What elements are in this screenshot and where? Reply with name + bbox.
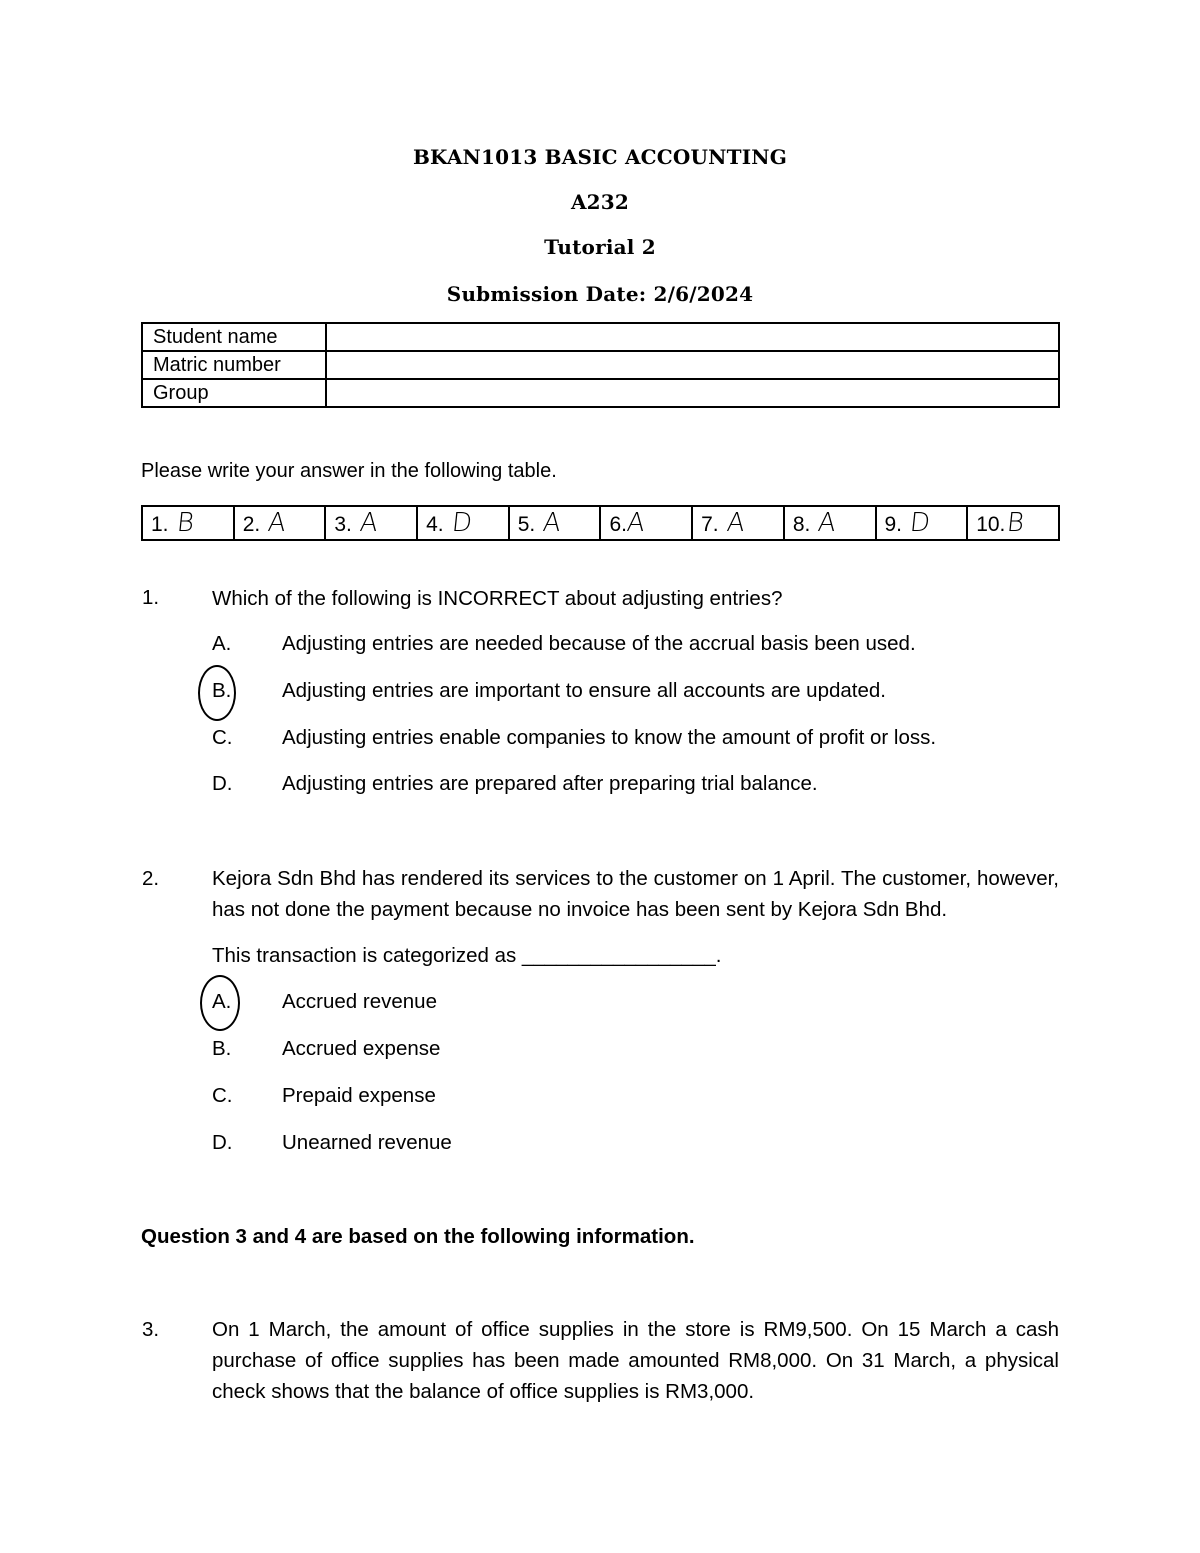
q1-option-d-text: Adjusting entries are prepared after preparing trial balance. <box>282 772 818 795</box>
question-1-emphasis: INCORRECT <box>437 587 560 610</box>
question-3-number: 3. <box>142 1318 160 1341</box>
answer-cell[interactable] <box>784 506 876 540</box>
course-title: BKAN1013 BASIC ACCOUNTING <box>412 145 788 169</box>
handwritten-answer: D <box>450 508 474 538</box>
answer-number: 9. <box>884 513 903 536</box>
matric-number-label: Matric number <box>142 351 326 379</box>
semester-code: A232 <box>570 190 630 214</box>
question-1-text-before: Which of the following is <box>212 587 438 610</box>
q1-option-b-letter: B. <box>212 679 232 702</box>
submission-date: Submission Date: 2/6/2024 <box>446 282 754 306</box>
q2-option-c-text: Prepaid expense <box>282 1084 436 1107</box>
q1-option-a-text: Adjusting entries are needed because of the accrual basis been used. <box>282 632 916 655</box>
q1-option-d-letter: D. <box>212 772 233 795</box>
answer-number: 8. <box>792 513 811 536</box>
answer-number: 4. <box>426 513 444 536</box>
table-row <box>142 506 1059 540</box>
answer-cell[interactable] <box>692 506 784 540</box>
instruction-text: Please write your answer in the following table. <box>141 460 557 482</box>
answer-number: 3. <box>334 513 352 536</box>
q2-option-d-letter: D. <box>212 1131 233 1154</box>
question-3-text: On 1 March, the amount of office supplies in the store is RM9,500. On 15 March a cash purchase of office supplies has been made amounted RM8,000. On 31 March, a physical check shows that the balance of office supplies is RM3,000. <box>212 1318 1059 1403</box>
question-1-text <box>212 583 1059 614</box>
answer-cell[interactable] <box>967 506 1059 540</box>
table-row <box>142 351 1059 379</box>
q1-option-b-text: Adjusting entries are important to ensure all accounts are updated. <box>282 679 886 702</box>
question-1-text-after: about adjusting entries? <box>559 587 783 610</box>
handwritten-answer: A <box>266 508 288 538</box>
q1-option-c-letter: C. <box>212 726 233 749</box>
answer-number: 1. <box>151 513 169 536</box>
handwritten-answer: A <box>541 508 563 538</box>
answer-cell[interactable] <box>142 506 234 540</box>
tutorial-title: Tutorial 2 <box>544 235 656 259</box>
q2-option-b-text: Accrued expense <box>282 1037 441 1060</box>
handwritten-answer: A <box>625 508 647 538</box>
handwritten-answer: A <box>725 508 747 538</box>
answer-table <box>141 505 1060 541</box>
table-row <box>142 379 1059 407</box>
group-field[interactable] <box>326 379 1059 407</box>
handwritten-answer: D <box>908 508 932 538</box>
question-2-text: Kejora Sdn Bhd has rendered its services to the customer on 1 April. The customer, however, has not done the payment because no invoice has been sent by Kejora Sdn Bhd. <box>212 867 1059 921</box>
answer-number: 7. <box>701 513 719 536</box>
question-2-number: 2. <box>142 867 160 890</box>
section-note: Question 3 and 4 are based on the following information. <box>141 1225 695 1248</box>
answer-number: 5. <box>517 513 536 536</box>
handwritten-answer: A <box>358 508 380 538</box>
answer-number: 10. <box>976 513 1006 536</box>
answer-cell[interactable] <box>600 506 692 540</box>
handwritten-answer: B <box>1005 508 1026 538</box>
matric-number-field[interactable] <box>326 351 1059 379</box>
q1-option-c-text: Adjusting entries enable companies to know the amount of profit or loss. <box>282 726 937 749</box>
handwritten-answer: A <box>816 508 838 538</box>
question-1-number: 1. <box>142 586 160 609</box>
group-label: Group <box>142 379 326 407</box>
handwritten-answer: B <box>174 508 196 538</box>
q2-option-a-text: Accrued revenue <box>282 990 437 1013</box>
answer-cell[interactable] <box>325 506 417 540</box>
answer-number: 6. <box>609 513 627 536</box>
q2-option-c-letter: C. <box>212 1084 233 1107</box>
table-row <box>142 323 1059 351</box>
answer-number: 2. <box>242 513 261 536</box>
q1-option-a-letter: A. <box>212 632 232 655</box>
question-2-prompt: This transaction is categorized as _________________. <box>212 944 722 967</box>
student-info-table <box>141 322 1060 408</box>
student-name-field[interactable] <box>326 323 1059 351</box>
answer-cell[interactable] <box>417 506 509 540</box>
answer-cell[interactable] <box>876 506 968 540</box>
q2-option-d-text: Unearned revenue <box>282 1131 452 1154</box>
answer-cell[interactable] <box>234 506 326 540</box>
answer-cell[interactable] <box>509 506 601 540</box>
q2-option-b-letter: B. <box>212 1037 232 1060</box>
q2-option-a-letter: A. <box>212 990 232 1013</box>
student-name-label: Student name <box>142 323 326 351</box>
